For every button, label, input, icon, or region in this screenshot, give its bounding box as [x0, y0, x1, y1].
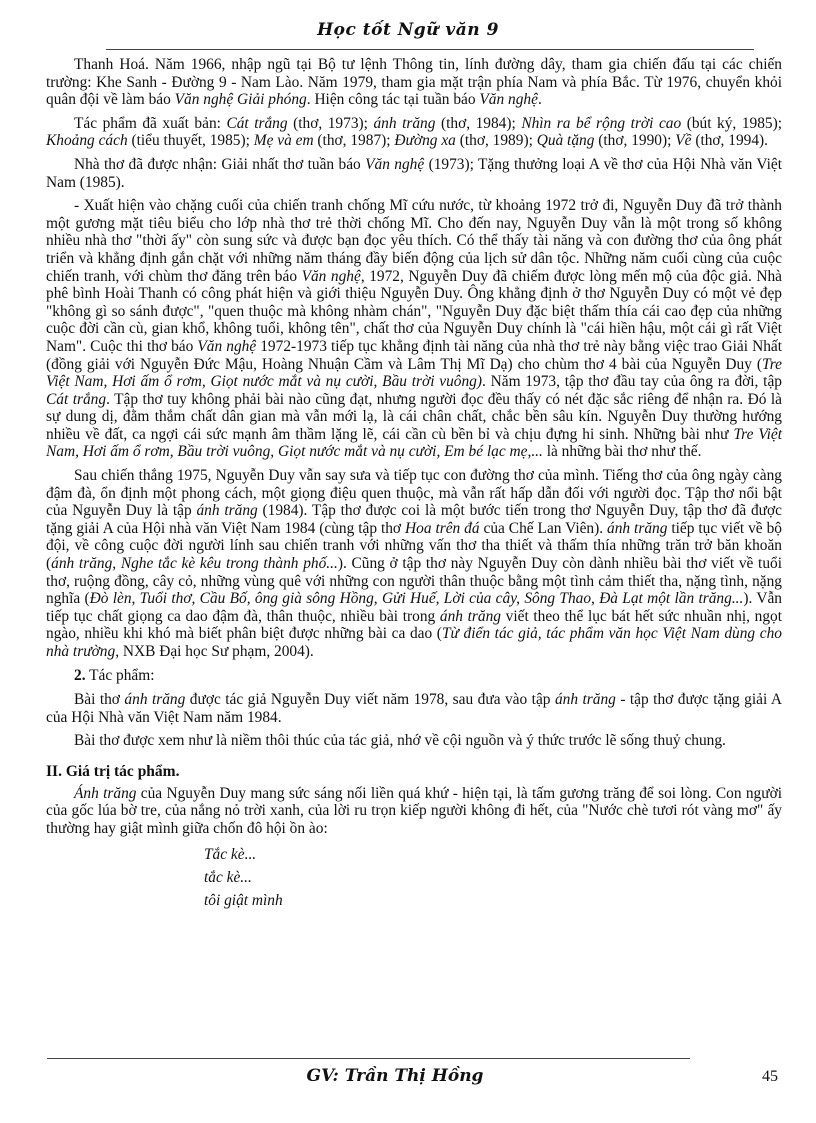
footer-divider — [47, 1058, 690, 1059]
text-run: (thơ, 1987); — [313, 132, 395, 150]
italic-text-run: Đường xa — [394, 132, 456, 150]
italic-text-run: ánh trăng — [554, 691, 616, 709]
poem-line: Tắc kè... — [204, 846, 257, 864]
paragraph — [46, 691, 782, 726]
italic-text-run: ánh trăng — [607, 519, 668, 537]
text-run: (thơ, 1984); — [435, 114, 522, 132]
text-run: Bài thơ được xem như là niềm thôi thúc của tác giả, nhớ về cội nguồn và ý thức trước lẽ sống thuỷ chung. — [74, 732, 726, 750]
text-run: (thơ, 1990); — [594, 132, 676, 150]
paragraph — [46, 732, 782, 750]
section-number: 2. — [74, 666, 86, 684]
italic-text-run: Văn nghệ Giải phóng — [174, 91, 307, 109]
text-run: (bút ký, 1985); — [681, 114, 783, 132]
text-run: Tác phẩm đã xuất bản: — [74, 114, 227, 132]
text-run: của Nguyễn Duy mang sức sáng nối liền quá khứ - hiện tại, là tấm gương trăng để soi lòng. Con người của gốc lúa bờ tre, của nắng nỏ trời xanh, của lời ru trọn kiếp người không đi hết, của "Nước chè tươi rót vàng mơ" ấy thường hay giật mình giữa chốn đô hội ồn ào: — [46, 784, 782, 837]
text-run: 1972-1973 tiếp tục khẳng định tài năng của nhà thơ trẻ này bằng việc trao Giải Nhất (đồng giải với Nguyễn Đức Mậu, Hoàng Nhuận Cầm và Lâm Thị Mĩ Dạ) cho chùm thơ 4 bài của Nguyễn Duy ( — [46, 337, 782, 373]
text-run: . Năm 1973, tập thơ đầu tay của ông ra đời, tập — [482, 373, 782, 391]
italic-text-run: Hoa trên đá — [405, 519, 480, 537]
text-run: , 1972, Nguyễn Duy đã chiếm được lòng mến mộ của độc giả. Nhà phê bình Hoài Thanh có công phát hiện và giới thiệu Nguyễn Duy. Ông khẳng định ở thơ Nguyễn Duy có một vẻ đẹp "không gì so sánh được", "quen thuộc mà không nhàm chán", "Nguyễn Duy đặc biệt thấm thía cái cao đẹp của những cuộc đời cần cù, gian khổ, không tuổi, không tên", chất thơ của Nguyễn Duy chính là "cái hiền hậu, một cái gì rất Việt Nam". Cuộc thi thơ báo — [46, 267, 783, 355]
section-title: Tác phẩm: — [89, 666, 155, 684]
italic-text-run: Khoảng cách — [46, 132, 128, 150]
text-run: Sau chiến thắng 1975, Nguyễn Duy vẫn say sưa và tiếp tục con đường thơ của mình. Tiếng thơ của ông ngày càng đậm đà, ổn định một phong cách, một giọng điệu quen thuộc, mà vẫn rất hấp dẫn đối với người đọc. Tập thơ nổi bật của Nguyễn Duy là tập — [46, 467, 782, 520]
text-run: tiếp tục viết về bộ đội, về công cuộc đời người lính sau chiến tranh với những vấn thơ tha thiết và thấm thía những trăn trở băn khoăn ( — [46, 519, 782, 573]
italic-text-run: Văn nghệ — [479, 91, 538, 109]
text-run: Bài thơ — [74, 691, 125, 709]
italic-text-run: Mẹ và em — [253, 132, 314, 150]
text-run: (tiểu thuyết, 1985); — [127, 132, 254, 150]
paragraph — [46, 56, 782, 109]
italic-text-run: ánh trăng — [373, 114, 436, 132]
italic-text-run: Từ điển tác giả, tác phẩm văn học Việt Nam dùng cho nhà trường — [46, 625, 782, 660]
text-run: được tác giả Nguyễn Duy viết năm 1978, sau đưa vào tập — [185, 691, 555, 709]
italic-text-run: ánh trăng — [124, 691, 186, 709]
text-run: , NXB Đại học Sư phạm, 2004). — [115, 643, 314, 660]
text-run: Thanh Hoá. Năm 1966, nhập ngũ tại Bộ tư lệnh Thông tin, lính đường dây, tham gia chiến đấu tại các chiến trường: Khe Sanh - Đường 9 - Nam Lào. Năm 1979, tham gia mặt trận phía Nam và phía Bắc. Từ 1976, chuyển khỏi quân đội về làm báo — [46, 56, 782, 109]
paragraph — [46, 115, 782, 150]
italic-text-run: ánh trăng, Nghe tắc kè kêu trong thành phố... — [51, 555, 338, 573]
italic-text-run: Văn nghệ — [301, 267, 361, 285]
text-run: là những bài thơ như thế. — [542, 443, 702, 461]
italic-text-run: Tre Việt Nam, Hơi ấm ổ rơm, Bầu trời vuông, Giọt nước mắt và nụ cười, Em bé lạc mẹ,... — [46, 425, 783, 461]
text-run: (1973); Tặng thưởng loại A về thơ của Hội Nhà văn Việt Nam (1985). — [46, 155, 782, 191]
text-run: (1984). Tập thơ được coi là một bước tiến trong thơ Nguyễn Duy, tập thơ đã được tặng giải A của Hội nhà văn Việt Nam 1984 (cùng tập thơ — [46, 502, 782, 537]
text-run: ). Vẫn tiếp tục chất giọng ca dao đậm đà, thân thuộc, nhiều bài trong — [46, 590, 783, 625]
italic-text-run: Quà tặng — [536, 132, 595, 150]
poem-excerpt — [204, 843, 782, 912]
text-run: Nhà thơ đã được nhận: Giải nhất thơ tuần báo — [74, 155, 366, 173]
text-run: - tập thơ được tặng giải A của Hội Nhà văn Việt Nam năm 1984. — [46, 691, 782, 726]
italic-text-run: Cát trắng — [46, 390, 107, 408]
italic-text-run: ánh trăng — [439, 607, 501, 625]
poem-line: tôi giật mình — [204, 892, 283, 910]
italic-text-run: Nhìn ra bể rộng trời cao — [521, 114, 682, 132]
italic-text-run: Văn nghệ — [197, 337, 257, 355]
footer-author: GV: Trần Thị Hồng — [306, 1066, 484, 1086]
section-heading-2 — [46, 667, 782, 685]
italic-text-run: Văn nghệ — [365, 155, 425, 173]
text-run: ). Cũng ở tập thơ này Nguyễn Duy còn dành nhiều bài thơ viết về tuổi thơ, ruộng đồng, cây cỏ, những vùng quê với những con người thân thuộc bằng một tình cảm thiết tha, nặng tình, nặng nghĩa ( — [46, 555, 782, 608]
poem-line: tắc kè... — [204, 869, 252, 887]
section-heading-ii: II. Giá trị tác phẩm. — [46, 762, 180, 780]
paragraph — [46, 785, 782, 838]
text-run: của Chế Lan Viên). — [479, 519, 608, 537]
italic-text-run: Ánh trăng — [74, 784, 137, 802]
paragraph — [46, 156, 782, 191]
text-run: (thơ, 1994). — [691, 132, 769, 150]
document-body — [46, 56, 782, 912]
page-number: 45 — [762, 1068, 778, 1085]
italic-text-run: Cát trắng — [226, 114, 288, 132]
text-run: - Xuất hiện vào chặng cuối của chiến tranh chống Mĩ cứu nước, từ khoảng 1972 trở đi, Nguyễn Duy đã trở thành một gương mặt tiêu biểu cho lớp nhà thơ trẻ thời chống Mĩ. Cho đến nay, Nguyễn Duy vẫn là một trong số không nhiều nhà thơ "thời ấy" còn sung sức và được bạn đọc yêu thích. Có thể thấy tài năng và con đường thơ của ông phát triển và khẳng định gắn chặt với những năm tháng đầy biến động của lịch sử dân tộc. Những năm cuối cùng của cuộc chiến tranh, với chùm thơ đăng trên báo — [46, 197, 782, 285]
paragraph — [46, 197, 782, 461]
italic-text-run: ánh trăng — [196, 502, 258, 520]
text-run: . — [537, 91, 542, 109]
header-divider — [106, 49, 754, 50]
text-run: (thơ, 1989); — [455, 132, 537, 150]
text-run: . Tập thơ tuy không phải bài nào cũng đạt, nhưng người đọc đều thấy có nét đặc sắc riêng để nhận ra. Đó là sự dung dị, đằm thắm chất dân gian mà vẫn mới lạ, là cái chân chất, chắc bền sâu kín. Nguyễn Duy thường hướng nhiều về đất, ca ngợi cái sức mạnh âm thầm lặng lẽ, cái cần cù bền bỉ và chịu đựng hi sinh. Những bài như — [46, 390, 782, 443]
italic-text-run: Về — [675, 132, 692, 150]
italic-text-run: Tre Việt Nam, Hơi ấm ổ rơm, Giọt nước mắt và nụ cười, Bầu trời vuông) — [46, 355, 782, 391]
paragraph — [46, 467, 782, 661]
text-run: viết theo thể lục bát hết sức nhuần nhị, ngọt ngào, nhiều khi khó mà biết phân biệt được những bài ca dao ( — [46, 607, 782, 643]
text-run: . Hiện công tác tại tuần báo — [306, 91, 480, 109]
text-run: (thơ, 1973); — [287, 114, 374, 132]
italic-text-run: Đò lèn, Tuổi thơ, Cầu Bố, ông già sông Hồng, Gửi Huế, Lời của cây, Sông Thao, Đà Lạt một lần trăng... — [89, 590, 744, 608]
page-header-title: Học tốt Ngữ văn 9 — [317, 20, 499, 40]
